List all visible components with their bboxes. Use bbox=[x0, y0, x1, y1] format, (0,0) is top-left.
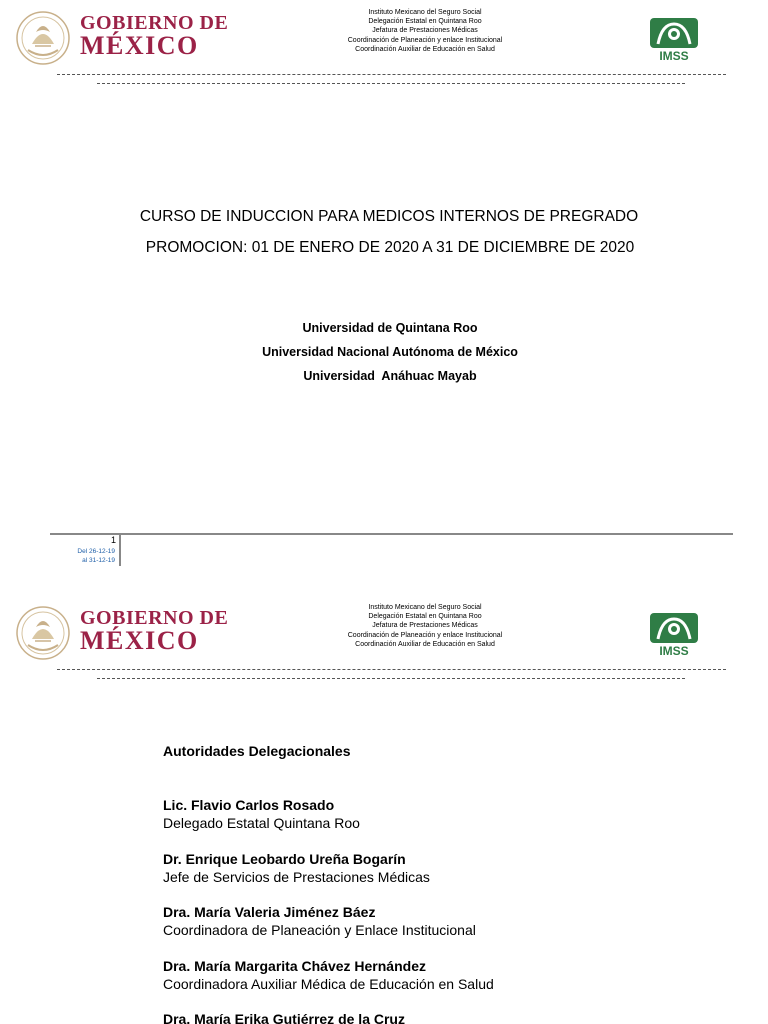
institution-line: Delegación Estatal en Quintana Roo bbox=[368, 613, 482, 621]
institution-line: Coordinación de Planeación y enlace Institucional bbox=[347, 631, 503, 639]
institution-line: Instituto Mexicano del Seguro Social bbox=[368, 604, 482, 611]
imss-logo-icon bbox=[648, 611, 700, 657]
university-line: Universidad Anáhuac Mayab bbox=[303, 369, 477, 383]
header-divider bbox=[57, 74, 726, 75]
mexico-line: MÉXICO bbox=[80, 626, 199, 655]
institution-line: Coordinación Auxiliar de Educación en Salud bbox=[355, 45, 495, 53]
footer-date-to: al 31-12-19 bbox=[82, 557, 115, 564]
institution-line: Coordinación Auxiliar de Educación en Salud bbox=[355, 640, 495, 648]
promotion-title: PROMOCION: 01 DE ENERO DE 2020 A 31 DE DICIEMBRE DE 2020 bbox=[145, 239, 635, 256]
institution-line: Jefatura de Prestaciones Médicas bbox=[372, 27, 478, 35]
page-header bbox=[0, 595, 768, 685]
authority-name: Lic. Flavio Carlos Rosado bbox=[163, 797, 335, 813]
authority-name: Dra. María Margarita Chávez Hernández bbox=[163, 958, 426, 974]
header-divider bbox=[57, 669, 726, 670]
university-line: Universidad de Quintana Roo bbox=[302, 321, 478, 335]
mexico-coat-of-arms-icon bbox=[14, 10, 72, 66]
authority-name: Dr. Enrique Leobardo Ureña Bogarín bbox=[163, 851, 406, 867]
header-divider bbox=[97, 83, 685, 84]
institution-line: Jefatura de Prestaciones Médicas bbox=[372, 622, 478, 630]
authorities-heading: Autoridades Delegacionales bbox=[163, 743, 351, 759]
page-header bbox=[0, 0, 768, 90]
institution-block bbox=[300, 8, 550, 54]
institution-line: Instituto Mexicano del Seguro Social bbox=[368, 9, 482, 16]
gobierno-line: GOBIERNO DE bbox=[80, 607, 229, 629]
header-divider bbox=[97, 678, 685, 679]
authority-name: Dra. María Valeria Jiménez Báez bbox=[163, 904, 376, 920]
mexico-line: MÉXICO bbox=[80, 31, 199, 60]
footer-date-from: Del 26-12-19 bbox=[77, 548, 115, 555]
authority-role: Delegado Estatal Quintana Roo bbox=[163, 815, 360, 831]
page-number: 1 bbox=[110, 535, 116, 545]
institution-line: Coordinación de Planeación y enlace Institucional bbox=[347, 36, 503, 44]
imss-logo-icon bbox=[648, 16, 700, 62]
footer-divider bbox=[50, 533, 733, 535]
university-line: Universidad Nacional Autónoma de México bbox=[262, 345, 518, 359]
authority-role: Coordinadora Auxiliar Médica de Educación en Salud bbox=[163, 976, 494, 992]
institution-line: Delegación Estatal en Quintana Roo bbox=[368, 18, 482, 26]
authority-role: Coordinadora de Planeación y Enlace Institucional bbox=[163, 922, 476, 938]
imss-logo-text: IMSS bbox=[659, 49, 689, 62]
authority-name: Dra. María Erika Gutiérrez de la Cruz bbox=[163, 1011, 405, 1024]
gobierno-line: GOBIERNO DE bbox=[80, 12, 229, 34]
authority-role: Jefe de Servicios de Prestaciones Médicas bbox=[163, 869, 430, 885]
footer-separator bbox=[119, 534, 121, 566]
course-title: CURSO DE INDUCCION PARA MEDICOS INTERNOS DE PREGRADO bbox=[139, 208, 639, 225]
mexico-coat-of-arms-icon bbox=[14, 605, 72, 661]
imss-logo-text: IMSS bbox=[659, 644, 689, 657]
institution-block bbox=[300, 603, 550, 649]
